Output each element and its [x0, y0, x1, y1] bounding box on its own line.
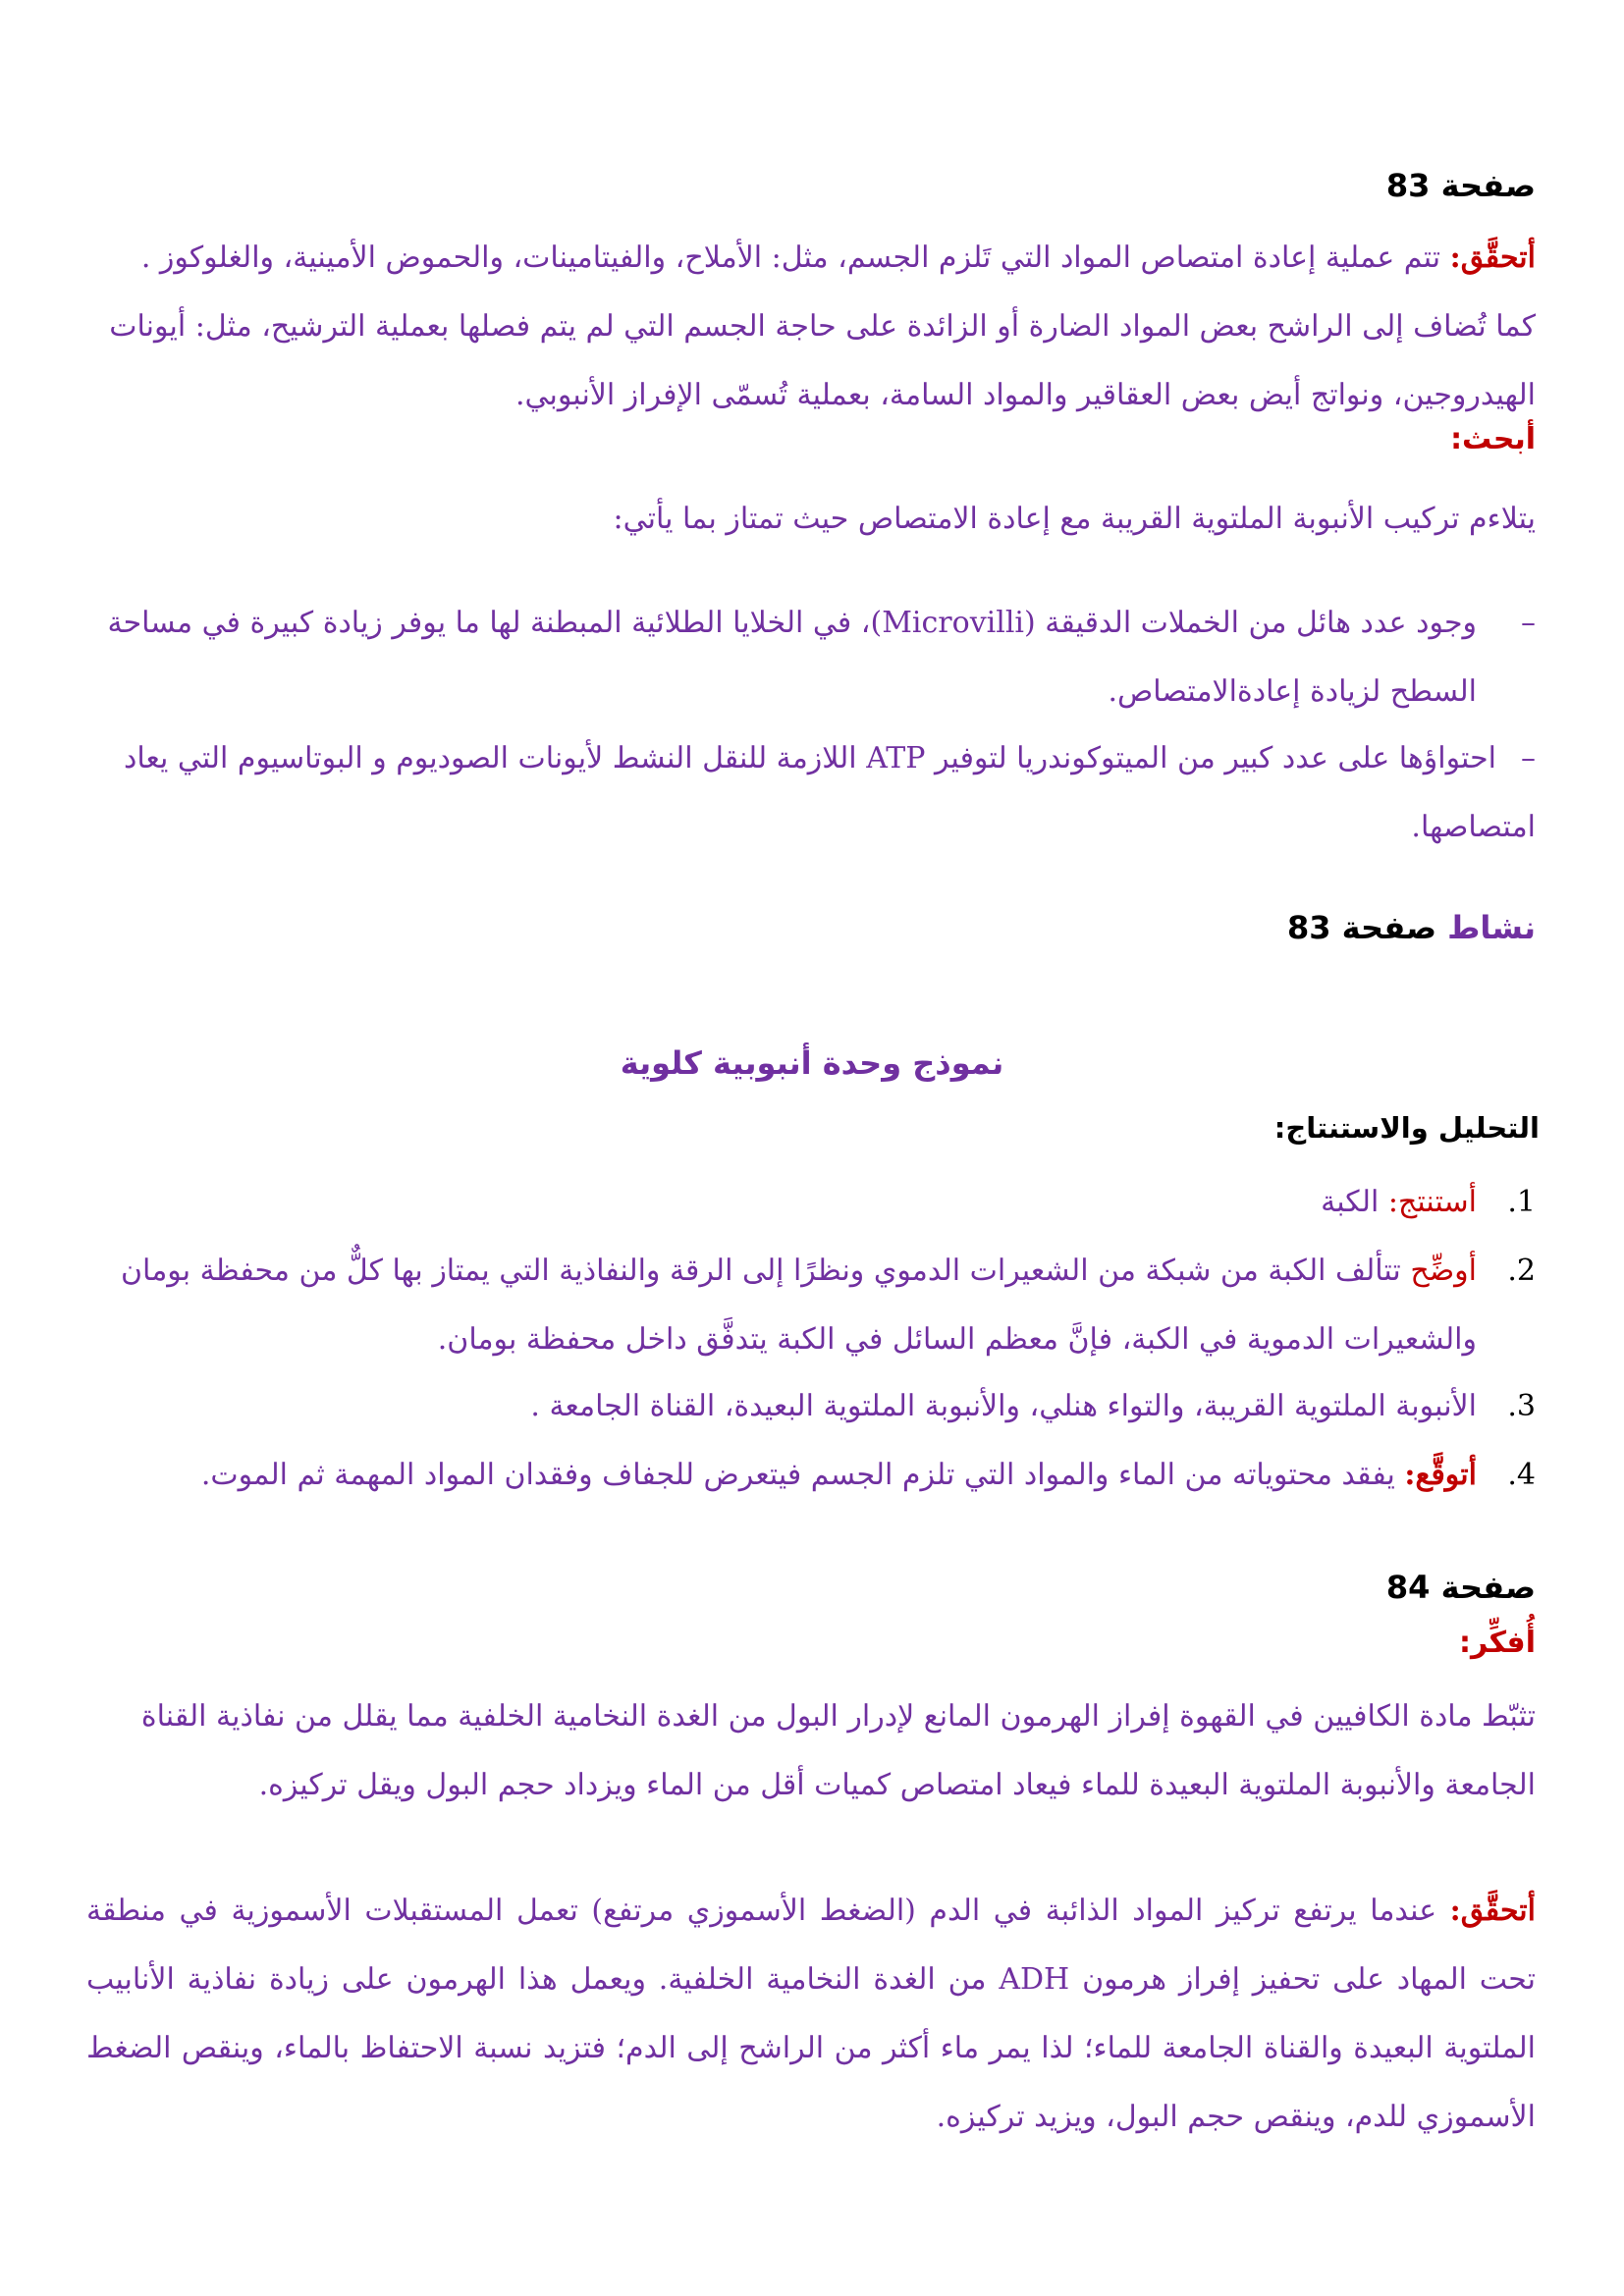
analysis-item-3 — [86, 1372, 1536, 1441]
check-text-continued: كما تُضاف إلى الراشح بعض المواد الضارة أو الزائدة على حاجة الجسم التي لم يتم فصلها بعملية الترشيح، مثل: أيونات الهيدروجين، ونواتج أيض بعض العقاقير والمواد السامة، بعملية تُسمّى الإفراز الأنبوبي. — [109, 309, 1536, 412]
item-number: 3. — [1507, 1389, 1536, 1423]
analysis-item-2 — [86, 1237, 1536, 1374]
item-number: 1. — [1507, 1185, 1536, 1219]
check-paragraph-2 — [86, 1877, 1536, 2152]
research-intro: يتلاءم تركيب الأنبوبة الملتوية القريبة مع إعادة الامتصاص حيث تمتاز بما يأتي: — [613, 502, 1536, 536]
check-paragraph-1 — [86, 224, 1536, 430]
bullet-dash: – — [1521, 606, 1536, 640]
check-label: أتحقَّق: — [1449, 240, 1536, 275]
item-label: أستنتج: — [1387, 1185, 1477, 1219]
analysis-item-1 — [86, 1168, 1536, 1237]
item-label: أوضِّح — [1410, 1254, 1477, 1288]
item-text: يفقد محتوياته من الماء والمواد التي تلزم الجسم فيتعرض للجفاف وفقدان المواد المهمة ثم الموت. — [200, 1458, 1405, 1492]
page-heading-83: صفحة 83 — [1385, 167, 1536, 204]
research-label: أبحث: — [1450, 422, 1536, 456]
bullet-dash: – — [1521, 741, 1536, 775]
check-text: عندما يرتفع تركيز المواد الذائبة في الدم (الضغط الأسموزي مرتفع) تعمل المستقبلات الأسموزية في منطقة تحت المهاد على تحفيز إفراز هرمون ADH من الغدة النخامية الخلفية. ويعمل هذا الهرمون على زيادة نفاذية الأنابيب الملتوية البعيدة والقناة الجامعة للماء؛ لذا يمر ماء أكثر من الراشح إلى الدم؛ فتزيد نسبة الاحتفاظ بالماء، وينقص الضغط الأسموزي للدم، وينقص حجم البول، ويزيد تركيزه. — [86, 1894, 1536, 2134]
analysis-item-4 — [86, 1441, 1536, 1510]
activity-page: صفحة 83 — [1286, 909, 1437, 946]
think-paragraph: تثبّط مادة الكافيين في القهوة إفراز الهرمون المانع لإدرار البول من الغدة النخامية الخلفية مما يقلل من نفاذية القناة الجامعة والأنبوبة الملتوية البعيدة للماء فيعاد امتصاص كميات أقل من الماء ويزداد حجم البول ويقل تركيزه. — [140, 1699, 1536, 1802]
page-heading-84: صفحة 84 — [1385, 1569, 1536, 1606]
bullet-text: احتواؤها على عدد كبير من الميتوكوندريا لتوفير ATP اللازمة للنقل النشط لأيونات الصوديوم و البوتاسيوم التي يعاد امتصاصها. — [123, 741, 1536, 844]
item-text: الكبة — [1321, 1185, 1388, 1219]
item-label: أتوقَّع: — [1404, 1458, 1477, 1492]
analysis-heading: التحليل والاستنتاج: — [1273, 1111, 1540, 1145]
check-label: أتحقَّق: — [1449, 1894, 1536, 1928]
research-bullet-2 — [86, 724, 1536, 862]
think-label: أُفكِّر: — [1458, 1626, 1536, 1660]
item-number: 2. — [1507, 1254, 1536, 1288]
check-text: تتم عملية إعادة امتصاص المواد التي تَلزم الجسم، مثل: الأملاح، والفيتامينات، والحموض الأمينية، والغلوكوز . — [140, 240, 1450, 275]
research-bullet-1 — [86, 589, 1536, 726]
item-text: تتألف الكبة من شبكة من الشعيرات الدموي ونظرًا إلى الرقة والنفاذية التي يمتاز بها كلٌّ من محفظة بومان والشعيرات الدموية في الكبة، فإنَّ معظم السائل في الكبة يتدفَّق داخل محفظة بومان. — [121, 1254, 1477, 1357]
item-text: الأنبوبة الملتوية القريبة، والتواء هنلي، والأنبوبة الملتوية البعيدة، القناة الجامعة . — [530, 1389, 1477, 1423]
activity-word: نشاط — [1447, 909, 1536, 946]
activity-title: نموذج وحدة أنبوبية كلوية — [620, 1044, 1004, 1082]
activity-heading — [1287, 909, 1536, 946]
bullet-text: وجود عدد هائل من الخملات الدقيقة (Microvilli)، في الخلايا الطلائية المبطنة لها ما يوفر زيادة كبيرة في مساحة السطح لزيادة إعادةالامتصاص. — [107, 606, 1477, 709]
item-number: 4. — [1507, 1458, 1536, 1492]
